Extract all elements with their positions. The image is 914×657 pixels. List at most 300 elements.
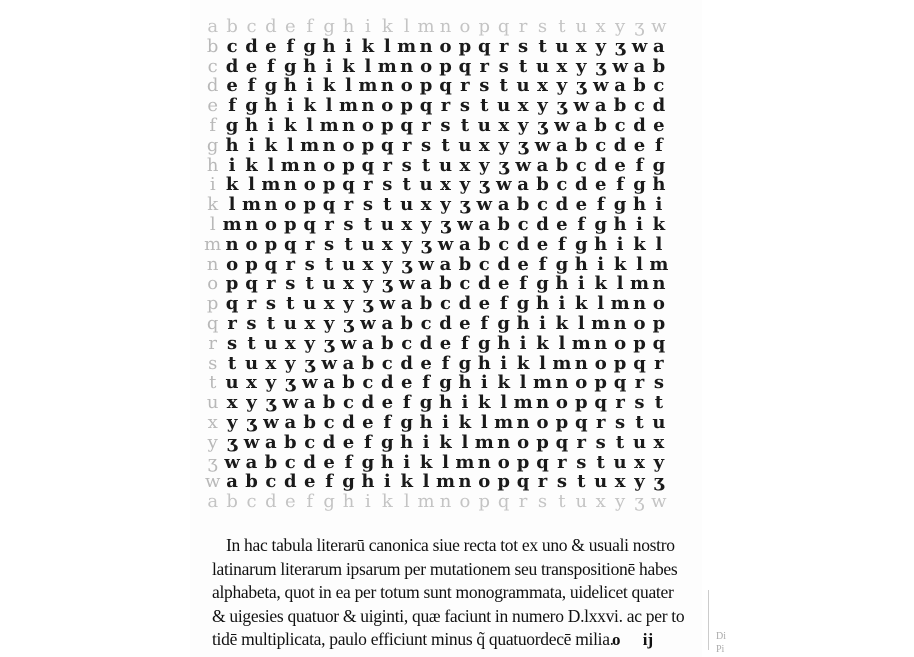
table-letter: n bbox=[341, 115, 356, 136]
table-letter: e bbox=[517, 253, 529, 275]
table-letter: i bbox=[228, 154, 236, 176]
table-letter: i bbox=[365, 16, 371, 37]
table-letter: u bbox=[652, 412, 666, 433]
table-letter: f bbox=[461, 332, 469, 354]
table-letter: m bbox=[532, 372, 553, 394]
table-letter: i bbox=[480, 372, 488, 394]
table-letter: t bbox=[421, 154, 431, 176]
table-letter: a bbox=[575, 115, 588, 136]
table-letter: c bbox=[284, 451, 296, 473]
table-letter: l bbox=[655, 233, 663, 255]
table-letter: x bbox=[595, 491, 606, 513]
table-letter: g bbox=[323, 491, 335, 513]
table-letter: w bbox=[515, 154, 531, 176]
table-letter: u bbox=[555, 35, 569, 57]
table-letter: d bbox=[400, 352, 413, 374]
table-letter: x bbox=[401, 214, 413, 235]
table-letter: c bbox=[634, 95, 645, 117]
table-letter: c bbox=[246, 16, 257, 37]
table-letter: f bbox=[306, 491, 314, 513]
table-letter: k bbox=[497, 372, 510, 394]
table-letter: w bbox=[224, 451, 240, 473]
table-letter: b bbox=[574, 134, 588, 156]
table-letter: ʒ bbox=[517, 134, 529, 156]
table-letter: u bbox=[458, 134, 472, 156]
table-letter: m bbox=[417, 16, 435, 37]
table-letter: i bbox=[267, 115, 275, 136]
table-letter: s bbox=[208, 352, 218, 374]
table-letter: r bbox=[557, 451, 567, 473]
table-letter: y bbox=[615, 491, 626, 513]
table-letter: p bbox=[439, 55, 452, 77]
table-letter: s bbox=[343, 214, 354, 235]
table-letter: k bbox=[555, 313, 569, 334]
table-letter: e bbox=[536, 233, 549, 255]
table-letter: w bbox=[379, 293, 396, 315]
table-letter: o bbox=[245, 233, 258, 255]
table-letter: g bbox=[419, 392, 433, 414]
table-letter: l bbox=[383, 35, 391, 57]
table-letter: s bbox=[537, 16, 548, 37]
table-letter: e bbox=[303, 471, 316, 493]
table-letter: t bbox=[227, 352, 237, 374]
table-letter: k bbox=[400, 471, 413, 493]
table-letter: g bbox=[652, 154, 666, 176]
table-letter: o bbox=[459, 491, 471, 513]
table-letter: u bbox=[575, 16, 588, 37]
table-letter: o bbox=[594, 352, 607, 374]
table-letter: n bbox=[497, 431, 511, 453]
table-letter: o bbox=[459, 16, 471, 37]
table-letter: u bbox=[380, 214, 394, 235]
table-letter: e bbox=[420, 352, 432, 374]
table-letter: s bbox=[421, 134, 432, 156]
table-letter: a bbox=[342, 352, 355, 374]
table-letter: u bbox=[613, 451, 627, 473]
table-letter: k bbox=[245, 154, 258, 176]
table-letter: n bbox=[400, 55, 414, 77]
table-letter: l bbox=[248, 174, 255, 196]
table-letter: r bbox=[460, 75, 470, 97]
table-letter: o bbox=[400, 75, 413, 97]
table-letter: q bbox=[225, 293, 239, 315]
table-letter: x bbox=[381, 233, 393, 255]
table-letter: o bbox=[652, 293, 665, 315]
table-letter: h bbox=[574, 253, 588, 275]
table-letter: q bbox=[555, 431, 569, 453]
table-letter: s bbox=[227, 332, 238, 354]
table-letter: q bbox=[361, 154, 375, 176]
table-letter: t bbox=[596, 451, 605, 473]
table-letter: q bbox=[536, 451, 549, 473]
caption-line: alphabeta, quot in ea per totum sunt monogrammata, uidelicet quater bbox=[212, 582, 674, 602]
table-letter: w bbox=[321, 352, 337, 374]
table-letter: p bbox=[245, 253, 258, 275]
table-letter: o bbox=[342, 134, 355, 156]
table-letter: i bbox=[539, 313, 546, 334]
table-letter: ʒ bbox=[614, 35, 626, 57]
table-letter: p bbox=[536, 431, 549, 453]
table-letter: e bbox=[342, 431, 355, 453]
table-letter: m bbox=[610, 293, 630, 315]
table-letter: l bbox=[519, 372, 527, 394]
table-letter: n bbox=[303, 154, 317, 176]
table-letter: s bbox=[479, 75, 490, 97]
table-letter: a bbox=[207, 491, 219, 513]
table-letter: m bbox=[435, 471, 456, 493]
table-letter: y bbox=[304, 332, 315, 354]
table-letter: d bbox=[265, 16, 277, 37]
table-letter: c bbox=[595, 134, 607, 156]
table-letter: d bbox=[283, 471, 297, 493]
table-letter: b bbox=[303, 412, 316, 433]
table-letter: f bbox=[402, 392, 411, 414]
table-letter: a bbox=[497, 194, 510, 216]
table-letter: ʒ bbox=[556, 95, 567, 117]
table-letter: y bbox=[634, 471, 645, 493]
table-letter: t bbox=[499, 75, 508, 97]
table-letter: q bbox=[245, 273, 258, 295]
table-letter: y bbox=[537, 95, 548, 117]
table-letter: d bbox=[652, 95, 666, 117]
table-letter: u bbox=[341, 253, 356, 275]
table-letter: c bbox=[343, 392, 354, 414]
table-letter: u bbox=[303, 293, 317, 315]
table-letter: w bbox=[495, 174, 512, 196]
table-letter: m bbox=[455, 451, 475, 473]
table-letter: d bbox=[419, 332, 433, 354]
table-letter: t bbox=[518, 55, 528, 77]
table-letter: k bbox=[594, 273, 607, 295]
table-letter: f bbox=[228, 95, 236, 117]
table-letter: r bbox=[304, 233, 315, 255]
table-letter: n bbox=[419, 35, 433, 57]
table-letter: s bbox=[537, 491, 548, 513]
table-letter: x bbox=[478, 134, 490, 156]
table-letter: i bbox=[636, 214, 643, 235]
table-letter: i bbox=[383, 471, 391, 493]
table-letter: h bbox=[361, 471, 375, 493]
table-letter: l bbox=[286, 134, 294, 156]
table-letter: e bbox=[323, 451, 335, 473]
table-letter: a bbox=[614, 75, 626, 97]
table-letter: m bbox=[222, 214, 242, 235]
table-letter: n bbox=[613, 313, 627, 334]
table-letter: q bbox=[419, 95, 433, 117]
table-letter: l bbox=[597, 293, 605, 315]
table-letter: k bbox=[381, 16, 393, 37]
table-letter: c bbox=[653, 75, 665, 97]
table-letter: x bbox=[343, 273, 354, 295]
table-letter: ʒ bbox=[343, 313, 354, 334]
table-letter: p bbox=[497, 471, 510, 493]
table-letter: r bbox=[595, 412, 606, 433]
table-letter: g bbox=[497, 313, 510, 334]
table-letter: x bbox=[653, 431, 665, 453]
table-letter: y bbox=[323, 313, 335, 334]
table-letter: s bbox=[653, 372, 664, 394]
table-letter: f bbox=[325, 471, 333, 493]
table-letter: c bbox=[323, 412, 335, 433]
table-letter: i bbox=[616, 233, 624, 255]
table-letter: ʒ bbox=[401, 253, 412, 275]
table-letter: i bbox=[422, 431, 430, 453]
table-letter: d bbox=[225, 55, 239, 77]
table-letter: g bbox=[633, 174, 646, 196]
table-letter: o bbox=[284, 194, 297, 216]
table-letter: i bbox=[365, 491, 371, 513]
table-letter: i bbox=[403, 451, 411, 473]
table-letter: k bbox=[536, 332, 549, 354]
table-letter: n bbox=[206, 253, 219, 275]
table-letter: g bbox=[516, 293, 530, 315]
table-letter: d bbox=[361, 392, 375, 414]
table-letter: i bbox=[655, 194, 663, 216]
table-letter: a bbox=[633, 55, 646, 77]
table-letter: n bbox=[225, 233, 239, 255]
table-letter: l bbox=[461, 431, 469, 453]
table-letter: p bbox=[555, 412, 569, 433]
table-letter: q bbox=[497, 16, 510, 37]
table-letter: m bbox=[649, 253, 669, 275]
table-letter: f bbox=[422, 372, 430, 394]
table-letter: x bbox=[226, 392, 238, 414]
table-letter: l bbox=[306, 115, 314, 136]
table-letter: r bbox=[324, 214, 334, 235]
table-letter: b bbox=[245, 471, 258, 493]
table-letter: g bbox=[594, 214, 607, 235]
table-letter: a bbox=[536, 154, 549, 176]
table-letter: r bbox=[634, 372, 645, 394]
table-letter: a bbox=[323, 372, 335, 394]
table-letter: y bbox=[226, 412, 238, 433]
table-letter: t bbox=[577, 471, 586, 493]
table-letter: e bbox=[381, 392, 394, 414]
table-letter: b bbox=[536, 174, 549, 196]
table-letter: c bbox=[498, 233, 510, 255]
table-letter: u bbox=[516, 75, 530, 97]
table-letter: h bbox=[535, 293, 550, 315]
table-letter: y bbox=[576, 55, 587, 77]
table-letter: i bbox=[597, 253, 605, 275]
table-letter: p bbox=[633, 332, 646, 354]
table-letter: g bbox=[225, 115, 239, 136]
table-letter: t bbox=[363, 214, 373, 235]
table-letter: f bbox=[635, 154, 644, 176]
caption-line: & uigesies quatuor & uiginti, quæ faciunt in numero D.lxxvi. ac per to bbox=[212, 605, 685, 626]
table-letter: h bbox=[438, 392, 453, 414]
table-letter: q bbox=[516, 471, 530, 493]
table-letter: t bbox=[286, 293, 295, 315]
table-letter: m bbox=[261, 174, 281, 196]
table-letter: w bbox=[651, 16, 667, 37]
table-letter: l bbox=[577, 313, 585, 334]
table-letter: m bbox=[300, 134, 320, 156]
table-letter: o bbox=[323, 154, 336, 176]
table-letter: c bbox=[226, 35, 238, 57]
table-letter: ʒ bbox=[323, 332, 335, 354]
table-letter: x bbox=[246, 372, 257, 394]
table-letter: c bbox=[440, 293, 451, 315]
table-letter: n bbox=[439, 491, 452, 513]
table-letter: s bbox=[615, 412, 626, 433]
table-letter: f bbox=[538, 253, 547, 275]
table-letter: b bbox=[283, 431, 297, 453]
table-letter: p bbox=[478, 491, 491, 513]
table-letter: l bbox=[228, 194, 236, 216]
table-letter: g bbox=[245, 95, 258, 117]
table-letter: n bbox=[458, 471, 472, 493]
table-letter: g bbox=[536, 273, 549, 295]
table-letter: ʒ bbox=[285, 372, 296, 394]
table-letter: y bbox=[207, 431, 218, 453]
table-letter: s bbox=[634, 392, 645, 414]
table-letter: g bbox=[574, 233, 588, 255]
table-letter: x bbox=[595, 16, 606, 37]
table-letter: ʒ bbox=[420, 233, 432, 255]
table-letter: b bbox=[342, 372, 355, 394]
table-letter: x bbox=[323, 293, 335, 315]
table-letter: w bbox=[418, 253, 434, 275]
table-letter: u bbox=[322, 273, 336, 295]
table-letter: t bbox=[441, 134, 450, 156]
table-letter: p bbox=[652, 313, 666, 334]
table-letter: m bbox=[474, 431, 494, 453]
table-letter: m bbox=[552, 352, 572, 374]
table-letter: d bbox=[477, 273, 491, 295]
table-letter: a bbox=[439, 253, 452, 275]
table-letter: s bbox=[285, 273, 296, 295]
table-letter: f bbox=[344, 451, 353, 473]
table-letter: y bbox=[595, 35, 606, 57]
table-letter: a bbox=[284, 412, 297, 433]
table-letter: h bbox=[458, 372, 472, 394]
table-letter: x bbox=[614, 471, 626, 493]
table-letter: c bbox=[401, 332, 413, 354]
table-letter: p bbox=[458, 35, 472, 57]
table-letter: p bbox=[516, 451, 530, 473]
table-letter: d bbox=[439, 313, 452, 334]
table-letter: w bbox=[398, 273, 415, 295]
table-letter: w bbox=[612, 55, 628, 77]
table-letter: q bbox=[594, 392, 607, 414]
table-letter: e bbox=[284, 491, 296, 513]
table-letter: l bbox=[539, 352, 546, 374]
table-letter: y bbox=[265, 372, 277, 394]
table-letter: e bbox=[362, 412, 374, 433]
table-letter: o bbox=[226, 253, 239, 275]
table-letter: m bbox=[629, 273, 650, 295]
table-letter: t bbox=[558, 16, 566, 37]
table-letter: e bbox=[556, 214, 568, 235]
caption-line: In hac tabula literarū canonica siue recta tot ex uno & usuali nostro bbox=[226, 535, 675, 555]
table-letter: h bbox=[380, 451, 394, 473]
table-letter: b bbox=[400, 313, 413, 334]
table-letter: x bbox=[265, 352, 277, 374]
table-letter: k bbox=[381, 491, 393, 513]
table-letter: m bbox=[204, 233, 222, 255]
table-letter: a bbox=[420, 273, 432, 295]
table-letter: d bbox=[497, 253, 510, 275]
table-letter: c bbox=[362, 372, 374, 394]
table-letter: l bbox=[616, 273, 624, 295]
table-letter: u bbox=[535, 55, 550, 77]
table-letter: o bbox=[536, 412, 549, 433]
table-letter: s bbox=[440, 115, 451, 136]
table-letter: r bbox=[518, 491, 528, 513]
table-letter: w bbox=[554, 115, 570, 136]
table-letter: n bbox=[264, 194, 278, 216]
table-letter: e bbox=[633, 134, 646, 156]
table-letter: h bbox=[594, 233, 608, 255]
table-letter: p bbox=[303, 194, 316, 216]
table-letter: y bbox=[556, 75, 568, 97]
table-letter: s bbox=[459, 95, 470, 117]
table-letter: n bbox=[516, 412, 530, 433]
table-letter: t bbox=[266, 313, 276, 334]
table-letter: g bbox=[361, 451, 375, 473]
caption-line: latinarum literarum ipsarum per mutationem seu transpositionē habes bbox=[212, 558, 678, 579]
table-letter: m bbox=[241, 194, 262, 216]
table-letter: p bbox=[419, 75, 433, 97]
table-letter: ʒ bbox=[498, 154, 509, 176]
table-letter: b bbox=[206, 35, 219, 57]
table-letter: m bbox=[417, 491, 435, 513]
table-letter: ʒ bbox=[246, 412, 257, 433]
table-letter: ʒ bbox=[382, 273, 393, 295]
table-letter: w bbox=[204, 471, 221, 493]
table-letter: r bbox=[227, 313, 237, 334]
table-letter: i bbox=[577, 273, 585, 295]
table-letter: u bbox=[361, 233, 375, 255]
table-letter: e bbox=[226, 75, 238, 97]
table-letter: e bbox=[400, 372, 413, 394]
table-letter: l bbox=[364, 55, 372, 77]
table-letter: d bbox=[613, 134, 627, 156]
table-letter: g bbox=[323, 16, 335, 37]
table-letter: f bbox=[616, 174, 624, 196]
table-letter: h bbox=[206, 154, 219, 176]
table-letter: ʒ bbox=[537, 115, 548, 136]
table-letter: k bbox=[478, 392, 491, 414]
table-letter: k bbox=[575, 293, 588, 315]
table-letter: a bbox=[226, 471, 238, 493]
table-letter: s bbox=[595, 431, 606, 453]
table-letter: o bbox=[575, 372, 588, 394]
table-letter: k bbox=[516, 352, 530, 374]
table-letter: h bbox=[225, 134, 239, 156]
table-letter: w bbox=[360, 313, 376, 334]
table-letter: t bbox=[383, 194, 392, 216]
table-letter: g bbox=[458, 352, 472, 374]
table-letter: s bbox=[324, 233, 335, 255]
table-letter: g bbox=[613, 194, 627, 216]
table-letter: d bbox=[303, 451, 316, 473]
table-letter: e bbox=[497, 273, 510, 295]
table-letter: b bbox=[361, 352, 375, 374]
table-letter: l bbox=[422, 471, 430, 493]
table-letter: y bbox=[653, 451, 665, 473]
table-letter: b bbox=[613, 95, 627, 117]
table-letter: m bbox=[591, 313, 611, 334]
table-letter: t bbox=[344, 233, 353, 255]
table-letter: c bbox=[478, 253, 490, 275]
table-letter: h bbox=[342, 491, 355, 513]
table-letter: x bbox=[420, 194, 432, 216]
table-letter: f bbox=[441, 352, 450, 374]
table-letter: y bbox=[382, 253, 393, 275]
table-letter: k bbox=[284, 115, 297, 136]
